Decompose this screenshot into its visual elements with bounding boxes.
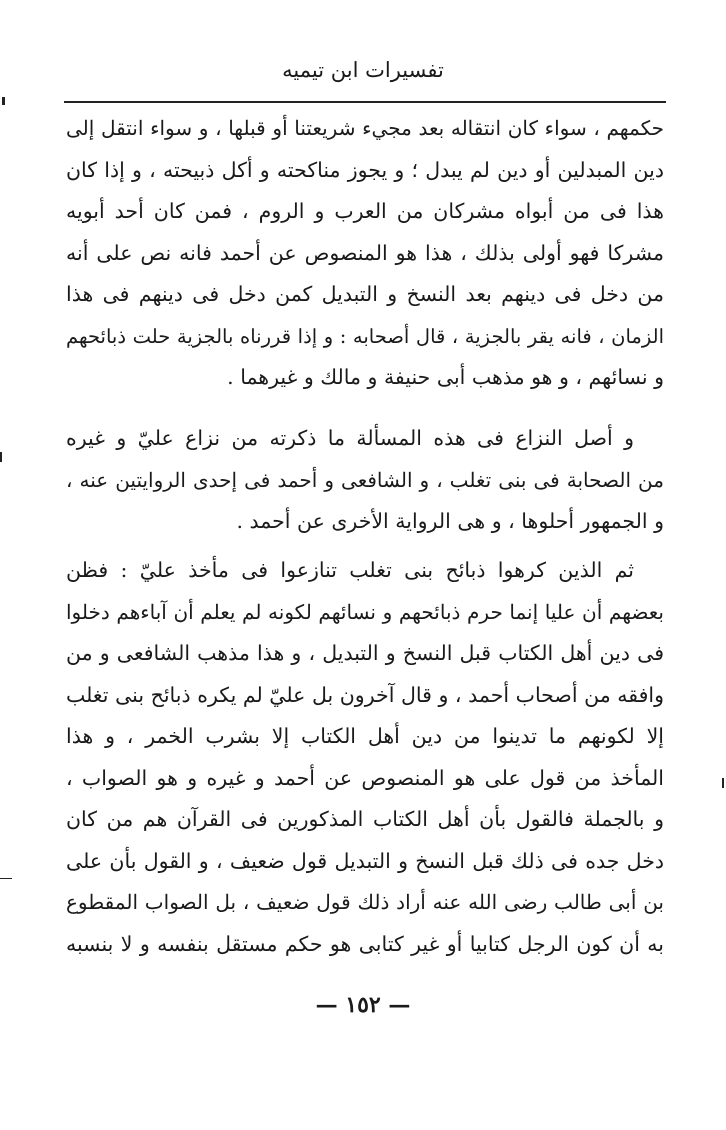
text-line: ثم الذين كرهوا ذبائح بنى تغلب تنازعوا فى مأخذ عليّ : فظن xyxy=(66,558,634,582)
running-header-title: تفسيرات ابن تيميه xyxy=(282,58,444,82)
scan-edge-mark xyxy=(0,452,2,462)
scan-edge-mark xyxy=(2,97,5,105)
text-line: حكمهم ، سواء كان انتقاله بعد مجيء شريعتنا أو قبلها ، و سواء انتقل إلى xyxy=(66,116,664,140)
text-line: الزمان ، فانه يقر بالجزية ، قال أصحابه : و إذا قررناه بالجزية حلت ذبائحهم xyxy=(66,324,664,348)
text-line: دين المبدلين أو دين لم يبدل ؛ و يجوز مناكحته و أكل ذبيحته ، و إذا كان xyxy=(66,157,664,182)
scan-edge-mark xyxy=(0,878,12,879)
text-line: بن أبى طالب رضى الله عنه أراد ذلك قول ضعيف ، بل الصواب المقطوع xyxy=(66,890,664,914)
paragraph-1 xyxy=(66,108,664,399)
text-line: دخل جده فى ذلك قبل النسخ و التبديل قول ضعيف ، و القول بأن على xyxy=(66,848,664,873)
text-line: المأخذ من قول على هو المنصوص عن أحمد و غيره و هو الصواب ، xyxy=(66,765,664,790)
header-rule xyxy=(64,101,666,103)
text-line: و نسائهم ، و هو مذهب أبى حنيفة و مالك و غيرهما . xyxy=(227,365,664,389)
scan-edge-mark xyxy=(722,778,724,788)
text-line: فى دين أهل الكتاب قبل النسخ و التبديل ، و هذا مذهب الشافعى و من xyxy=(66,641,664,665)
page-number: — ١٥٢ — xyxy=(315,992,411,1018)
text-line: وافقه من أصحاب أحمد ، و قال آخرون بل عليّ لم يكره ذبائح بنى تغلب xyxy=(66,682,664,707)
paragraph-2 xyxy=(66,418,664,543)
text-line: من دخل فى دينهم بعد النسخ و التبديل كمن دخل فى دينهم فى هذا xyxy=(66,282,664,306)
text-line: و بالجملة فالقول بأن أهل الكتاب المذكورين فى القرآن هم من كان xyxy=(66,807,664,831)
text-line: و الجمهور أحلوها ، و هى الرواية الأخرى عن أحمد . xyxy=(236,509,664,533)
text-line: إلا لكونهم ما تدينوا من دين أهل الكتاب إلا بشرب الخمر ، و هذا xyxy=(66,724,664,748)
text-line: و أصل النزاع فى هذه المسألة ما ذكرته من نزاع عليّ و غيره xyxy=(66,426,634,450)
text-line: من الصحابة فى بنى تغلب ، و الشافعى و أحمد فى إحدى الروايتين عنه ، xyxy=(66,467,664,492)
paragraph-3 xyxy=(66,550,664,965)
text-line: به أن كون الرجل كتابيا أو غير كتابى هو حكم مستقل بنفسه و لا بنسبه xyxy=(66,931,664,956)
text-line: هذا فى من أبواه مشركان من العرب و الروم ، فمن كان أحد أبويه xyxy=(66,199,664,223)
text-line: مشركا فهو أولى بذلك ، هذا هو المنصوص عن أحمد فانه نص على أنه xyxy=(66,240,664,265)
text-line: بعضهم أن عليا إنما حرم ذبائحهم و نسائهم لكونه لم يعلم أن آباءهم دخلوا xyxy=(66,599,664,624)
